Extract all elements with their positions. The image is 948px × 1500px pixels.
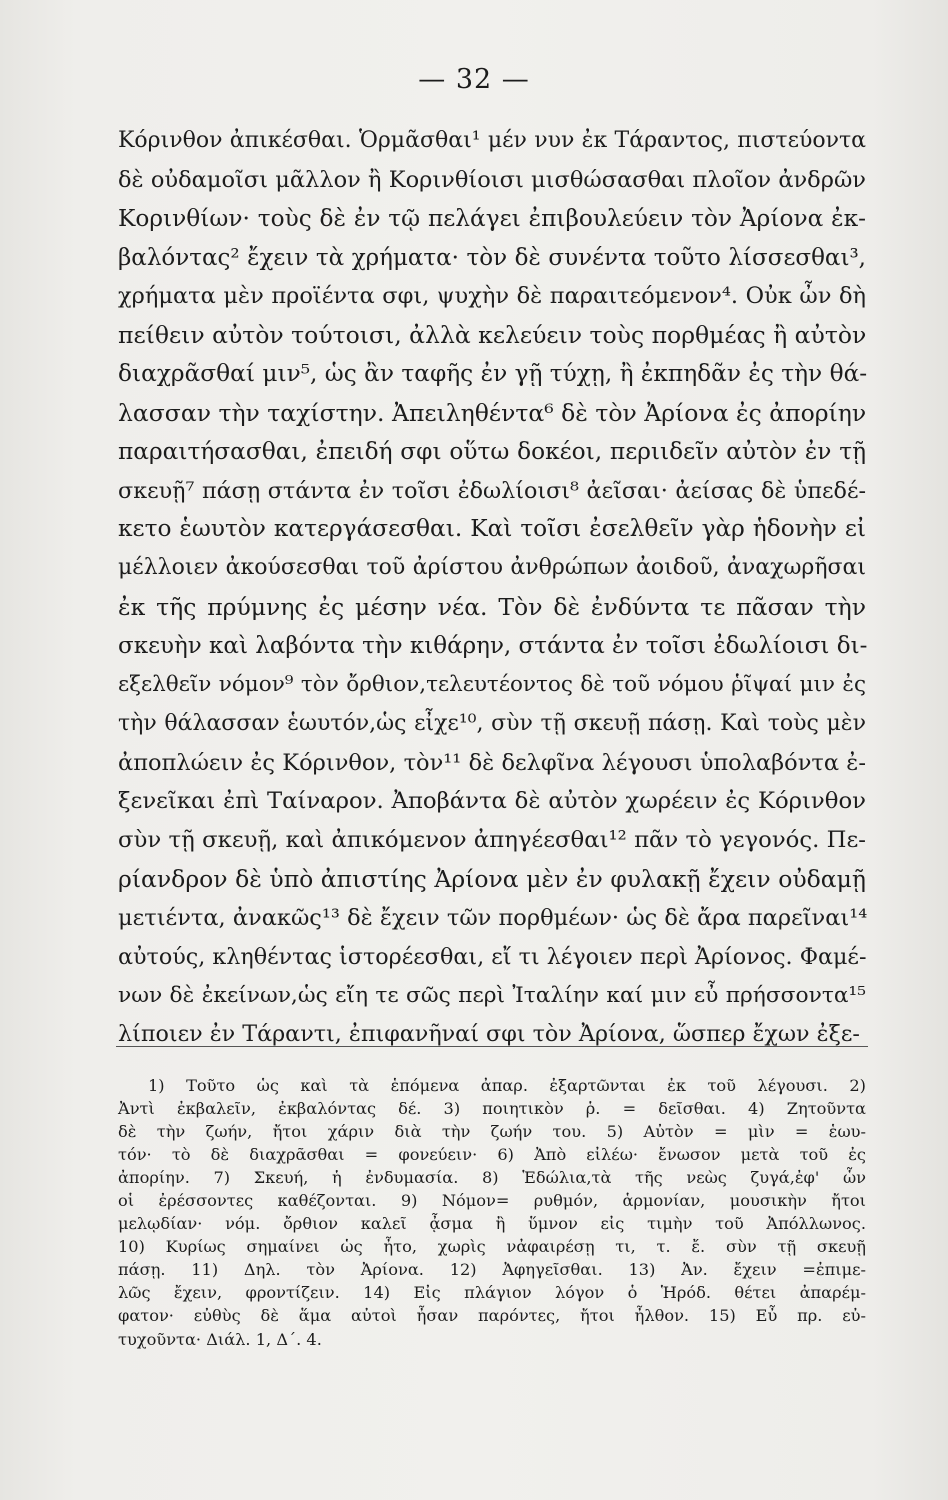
footnote-divider bbox=[116, 1046, 868, 1047]
text-line: Κορινθίων· τοὺς δὲ ἐν τῷ πελάγει ἐπιβουλεύειν τὸν Ἀρίονα ἐκ- bbox=[118, 204, 866, 232]
text-line: σκευῇ⁷ πάσῃ στάντα ἐν τοῖσι ἐδωλίοισι⁸ ἀεῖσαι· ἀείσας δὲ ὑπεδέ- bbox=[118, 477, 866, 504]
footnote-line: 1) Τοῦτο ὡς καὶ τὰ ἑπόμενα ἀπαρ. ἐξαρτῶνται ἐκ τοῦ λέγουσι. 2) bbox=[148, 1076, 866, 1095]
text-line: μέλλοιεν ἀκούσεσθαι τοῦ ἀρίστου ἀνθρώπων ἀοιδοῦ, ἀναχωρῆσαι bbox=[118, 555, 866, 581]
text-line: χρήματα μὲν προϊέντα σφι, ψυχὴν δὲ παραιτεόμενον⁴. Οὐκ ὦν δὴ bbox=[118, 283, 866, 310]
footnote-line: μελῳδίαν· νόμ. ὄρθιον καλεῖ ᾆσμα ἢ ὕμνον εἰς τιμὴν τοῦ Ἀπόλλωνος. bbox=[118, 1214, 866, 1234]
text-line: νων δὲ ἐκείνων,ὡς εἴη τε σῶς περὶ Ἰταλίην καί μιν εὖ πρήσσοντα¹⁵ bbox=[118, 982, 866, 1008]
text-line: τὴν θάλασσαν ἑωυτόν,ὡς εἶχε¹⁰, σὺν τῇ σκευῇ πάσῃ. Καὶ τοὺς μὲν bbox=[118, 710, 866, 736]
text-line: ρίανδρον δὲ ὑπὸ ἀπιστίης Ἀρίονα μὲν ἐν φυλακῇ ἔχειν οὐδαμῇ bbox=[118, 865, 866, 894]
text-line: δὲ οὐδαμοῖσι μᾶλλον ἢ Κορινθίοισι μισθώσασθαι πλοῖον ἀνδρῶν bbox=[118, 166, 866, 193]
footnote-line: δὲ τὴν ζωήν, ἤτοι χάριν διὰ τὴν ζωήν του. 5) Αὐτὸν = μὶν = ἑωυ- bbox=[118, 1122, 866, 1142]
main-text bbox=[118, 122, 866, 1054]
text-line: Κόρινθον ἀπικέσθαι. Ὁρμᾶσθαι¹ μέν νυν ἐκ Τάραντος, πιστεύοντα bbox=[118, 128, 866, 153]
text-line: σὺν τῇ σκευῇ, καὶ ἀπικόμενον ἀπηγέεσθαι¹² πᾶν τὸ γεγονός. Πε- bbox=[118, 827, 866, 854]
text-line: κετο ἑωυτὸν κατεργάσεσθαι. Καὶ τοῖσι ἐσελθεῖν γὰρ ἡδονὴν εἰ bbox=[118, 515, 866, 543]
footnotes bbox=[118, 1074, 866, 1351]
text-line: μετιέντα, ἀνακῶς¹³ δὲ ἔχειν τῶν πορθμέων· ὡς δὲ ἄρα παρεῖναι¹⁴ bbox=[118, 904, 868, 931]
footnote-line: Ἀντὶ ἐκβαλεῖν, ἐκβαλόντας δέ. 3) ποιητικὸν ῥ. = δεῖσθαι. 4) Ζητοῦντα bbox=[118, 1099, 866, 1119]
text-line: ἐκ τῆς πρύμνης ἐς μέσην νέα. Τὸν δὲ ἐνδύντα τε πᾶσαν τὴν bbox=[118, 593, 866, 622]
footnote-line: πάσῃ. 11) Δηλ. τὸν Ἀρίονα. 12) Ἀφηγεῖσθαι. 13) Ἀν. ἔχειν =ἐπιμε- bbox=[118, 1260, 866, 1280]
text-line: βαλόντας² ἔχειν τὰ χρήματα· τὸν δὲ συνέντα τοῦτο λίσσεσθαι³, bbox=[118, 244, 866, 271]
text-line: αὐτούς, κληθέντας ἱστορέεσθαι, εἴ τι λέγοιεν περὶ Ἀρίονος. Φαμέ- bbox=[118, 943, 867, 970]
page-number: — 32 — bbox=[418, 64, 530, 95]
text-line: διαχρᾶσθαί μιν⁵, ὡς ἂν ταφῆς ἐν γῇ τύχῃ, ἢ ἐκπηδᾶν ἐς τὴν θά- bbox=[118, 360, 868, 388]
text-line: ἀποπλώειν ἐς Κόρινθον, τὸν¹¹ δὲ δελφῖνα λέγουσι ὑπολαβόντα ἐ- bbox=[118, 749, 866, 776]
text-line: σκευὴν καὶ λαβόντα τὴν κιθάρην, στάντα ἐν τοῖσι ἐδωλίοισι δι- bbox=[118, 632, 868, 659]
footnote-line: 10) Κυρίως σημαίνει ὡς ἦτο, χωρὶς νἀφαιρέσῃ τι, τ. ἔ. σὺν τῇ σκευῇ bbox=[118, 1237, 866, 1257]
footnote-line: οἱ ἐρέσσοντες καθέζονται. 9) Νόμον= ρυθμόν, ἁρμονίαν, μουσικὴν ἤτοι bbox=[118, 1191, 866, 1211]
footnote-line: ἀπορίην. 7) Σκευή, ἡ ἐνδυμασία. 8) Ἑδώλια,τὰ τῆς νεὼς ζυγά,ἐφ' ὧν bbox=[118, 1168, 866, 1188]
text-line: πείθειν αὐτὸν τούτοισι, ἀλλὰ κελεύειν τοὺς πορθμέας ἢ αὐτὸν bbox=[118, 321, 867, 350]
text-line: λασσαν τὴν ταχίστην. Ἀπειληθέντα⁶ δὲ τὸν Ἀρίονα ἐς ἀπορίην bbox=[118, 398, 867, 427]
footnote-line: τυχοῦντα· Διάλ. 1, Δ΄. 4. bbox=[118, 1329, 322, 1349]
text-line: λίποιεν ἐν Τάραντι, ἐπιφανῆναί σφι τὸν Ἀρίονα, ὥσπερ ἔχων ἐξε- bbox=[118, 1021, 860, 1048]
footnote-line: λῶς ἔχειν, φροντίζειν. 14) Εἰς πλάγιον λόγον ὁ Ἡρόδ. θέτει ἀπαρέμ- bbox=[118, 1283, 866, 1303]
text-line: ξενεῖκαι ἐπὶ Ταίναρον. Ἀποβάντα δὲ αὐτὸν χωρέειν ἐς Κόρινθον bbox=[118, 788, 866, 815]
text-line: παραιτήσασθαι, ἐπειδή σφι οὕτω δοκέοι, περιιδεῖν αὐτὸν ἐν τῇ bbox=[118, 437, 866, 465]
footnote-line: τόν· τὸ δὲ διαχρᾶσθαι = φονεύειν· 6) Ἀπὸ εἰλέω· ἔνωσον μετὰ τοῦ ἐς bbox=[118, 1145, 866, 1165]
footnote-line: φατον· εὐθὺς δὲ ἅμα αὐτοὶ ἦσαν παρόντες, ἤτοι ἦλθον. 15) Εὖ πρ. εὐ- bbox=[118, 1306, 866, 1326]
text-line: εξελθεῖν νόμον⁹ τὸν ὄρθιον,τελευτέοντος δὲ τοῦ νόμου ῥῖψαί μιν ἐς bbox=[118, 671, 866, 697]
